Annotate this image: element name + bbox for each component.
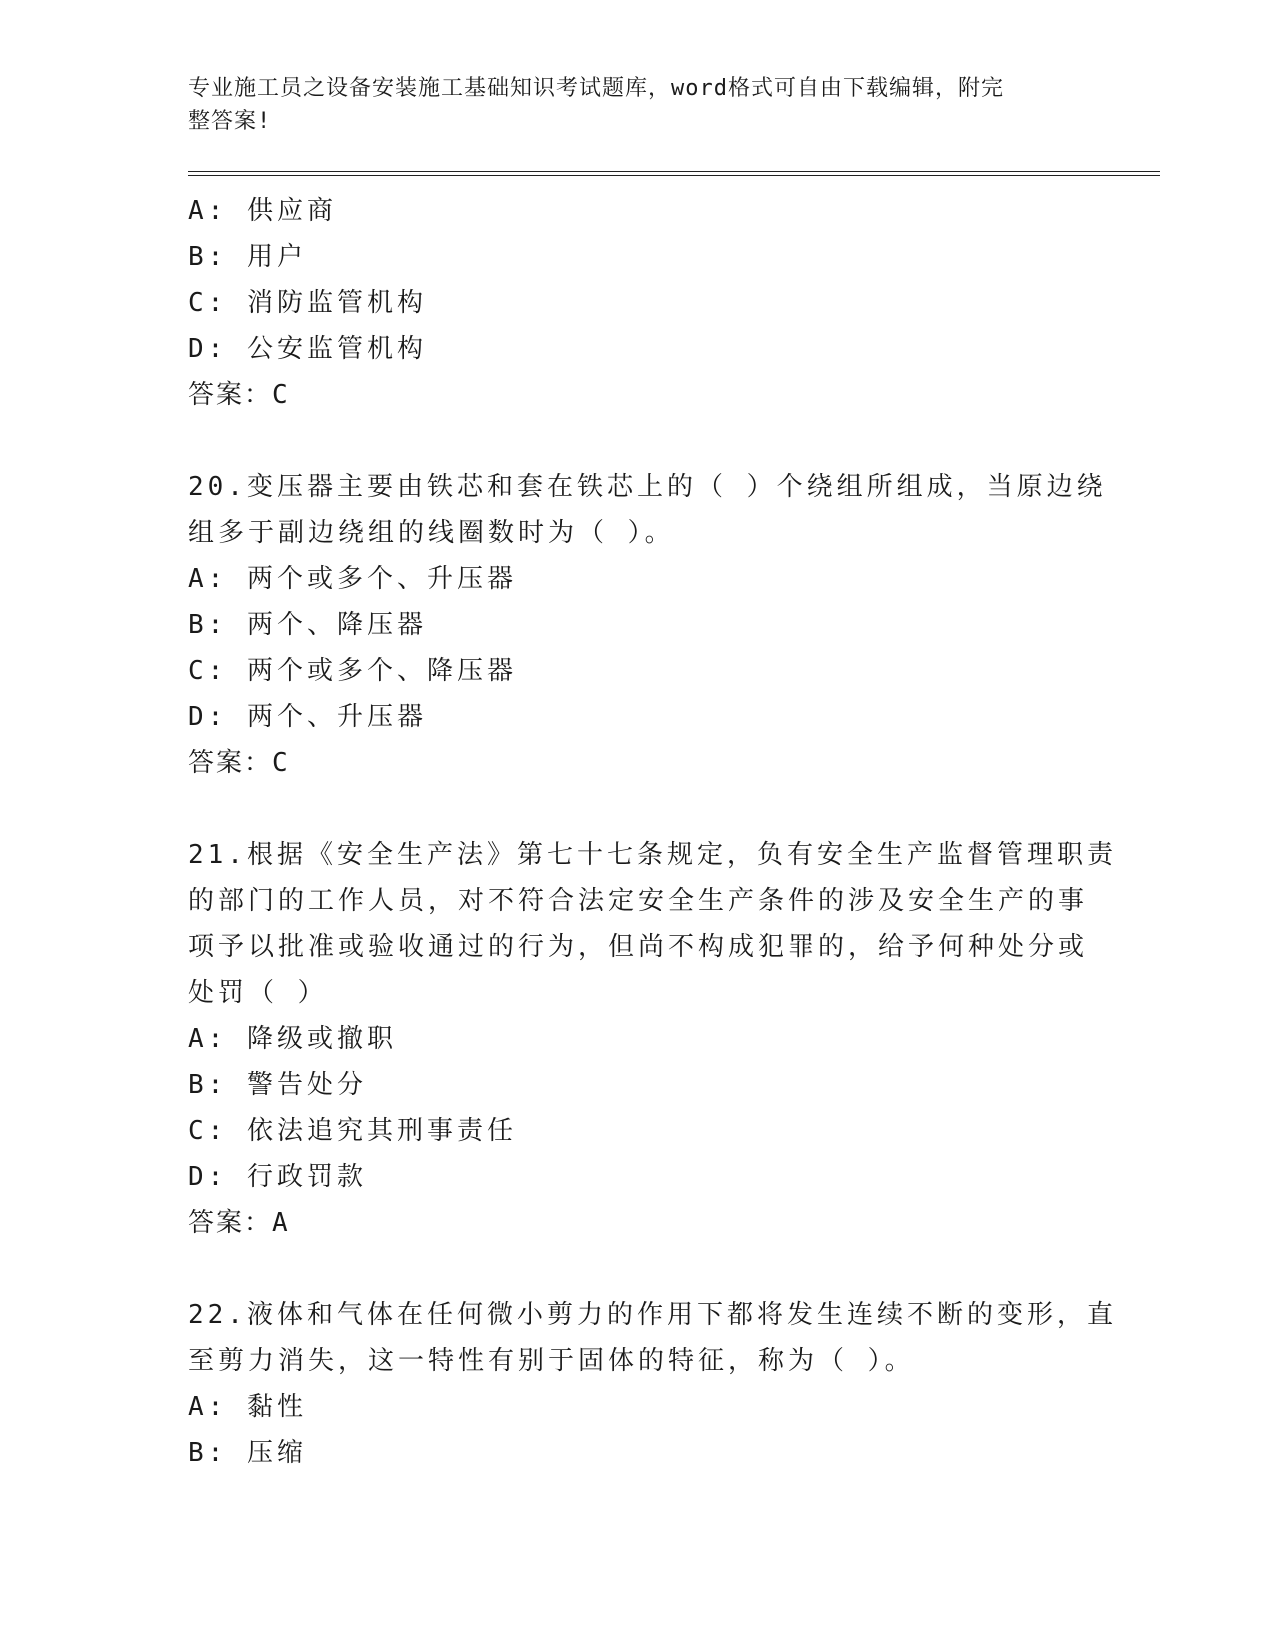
answer: 答案：C <box>188 748 290 778</box>
option-b: B: 两个、降压器 <box>188 610 427 640</box>
question-text-line: 项予以批准或验收通过的行为，但尚不构成犯罪的，给予何种处分或 <box>188 932 1089 962</box>
document-header <box>188 72 1068 138</box>
option-d: D: 公安监管机构 <box>188 334 427 364</box>
question-21 <box>188 832 1117 1246</box>
header-line-2: 整答案! <box>188 109 272 134</box>
question-text-line: 处罚（ ） <box>188 978 328 1008</box>
question-22 <box>188 1292 1117 1476</box>
question-list <box>188 188 1117 1476</box>
option-c: C: 两个或多个、降压器 <box>188 656 517 686</box>
spacer <box>188 786 1088 832</box>
option-b: B: 警告处分 <box>188 1070 367 1100</box>
answer: 答案：C <box>188 380 290 410</box>
option-a: A: 降级或撤职 <box>188 1024 397 1054</box>
option-b: B: 压缩 <box>188 1438 307 1468</box>
option-b: B: 用户 <box>188 242 307 272</box>
option-d: D: 两个、升压器 <box>188 702 427 732</box>
question-20 <box>188 464 1107 786</box>
header-rule-bottom <box>188 175 1160 176</box>
option-a: A: 两个或多个、升压器 <box>188 564 517 594</box>
option-a: A: 黏性 <box>188 1392 307 1422</box>
answer: 答案：A <box>188 1208 290 1238</box>
spacer <box>188 1246 1088 1292</box>
question-text-line: 20.变压器主要由铁芯和套在铁芯上的（ ）个绕组所组成，当原边绕 <box>188 472 1107 502</box>
option-c: C: 消防监管机构 <box>188 288 427 318</box>
question-text-line: 至剪力消失，这一特性有别于固体的特征，称为（ ）。 <box>188 1346 915 1376</box>
option-a: A: 供应商 <box>188 196 337 226</box>
question-text-line: 组多于副边绕组的线圈数时为（ ）。 <box>188 518 675 548</box>
question-text-line: 的部门的工作人员，对不符合法定安全生产条件的涉及安全生产的事 <box>188 886 1089 916</box>
option-c: C: 依法追究其刑事责任 <box>188 1116 517 1146</box>
question-19 <box>188 188 1088 418</box>
option-d: D: 行政罚款 <box>188 1162 367 1192</box>
spacer <box>188 418 1088 464</box>
question-text-line: 21.根据《安全生产法》第七十七条规定，负有安全生产监督管理职责 <box>188 840 1117 870</box>
header-rule-top <box>188 171 1160 172</box>
header-line-1: 专业施工员之设备安装施工基础知识考试题库，word格式可自由下载编辑，附完 <box>188 76 1004 101</box>
question-text-line: 22.液体和气体在任何微小剪力的作用下都将发生连续不断的变形，直 <box>188 1300 1117 1330</box>
